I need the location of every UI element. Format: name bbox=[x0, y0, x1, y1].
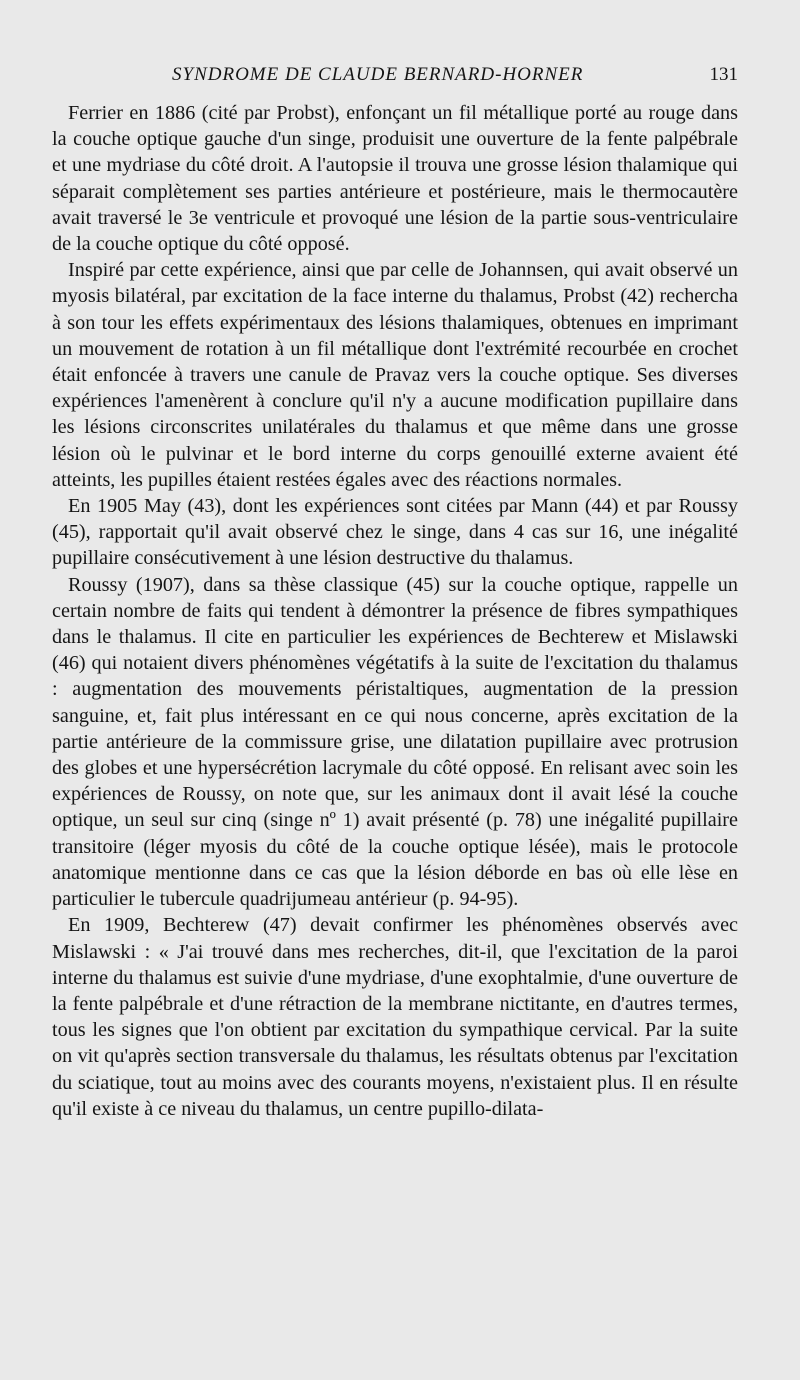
running-header bbox=[52, 64, 738, 100]
paragraph: En 1909, Bechterew (47) devait confirmer les phénomènes observés avec Mislawski : « J'ai trouvé dans mes recherches, dit-il, que l'excitation de la paroi interne du thalamus est suivie d'une mydriase, d'une exophtalmie, d'une ouverture de la fente palpébrale et d'une rétraction de la membrane nictitante, en d'autres termes, tous les signes que l'on obtient par excitation du sympathique cervical. Par la suite on vit qu'après section transversale du thalamus, les résultats obtenus par l'excitation du sciatique, tout au moins avec des courants moyens, n'existaient plus. Il en résulte qu'il existe à ce niveau du thalamus, un centre pupillo-dilata- bbox=[52, 914, 738, 1120]
paragraph: Inspiré par cette expérience, ainsi que par celle de Johannsen, qui avait observé un myosis bilatéral, par excitation de la face interne du thalamus, Probst (42) rechercha à son tour les effets expérimentaux des lésions thalamiques, obtenues en imprimant un mouvement de rotation à un fil métallique dont l'extrémité recourbée en crochet était enfoncée à travers une canule de Pravaz vers la couche optique. Ses diverses expériences l'amenèrent à conclure qu'il n'y a aucune modification pupillaire dans les lésions circonscrites unilatérales du thalamus et que même dans une grosse lésion où le pulvinar et le bord interne du corps genouillé externe avaient été atteints, les pupilles étaient restées égales avec des réactions normales. bbox=[52, 259, 738, 491]
paragraph: Ferrier en 1886 (cité par Probst), enfonçant un fil métallique porté au rouge dans la couche optique gauche d'un singe, produisit une ouverture de la fente palpébrale et une mydriase du côté droit. A l'autopsie il trouva une grosse lésion thalamique qui séparait complètement ses parties antérieure et postérieure, mais le thermocautère avait traversé le 3e ventricule et provoqué une lésion de la partie sous-ventriculaire de la couche optique du côté opposé. bbox=[52, 102, 738, 256]
paragraph: Roussy (1907), dans sa thèse classique (45) sur la couche optique, rappelle un certain nombre de faits qui tendent à démontrer la présence de fibres sympathiques dans le thalamus. Il cite en particulier les expériences de Bechterew et Mislawski (46) qui notaient divers phénomènes végétatifs à la suite de l'excitation du thalamus : augmentation des mouvements péristaltiques, augmentation de la pression sanguine, et, fait plus intéressant en ce qui nous concerne, après excitation de la partie antérieure de la commissure grise, une dilatation pupillaire avec protrusion des globes et une hypersécrétion lacrymale du côté opposé. En relisant avec soin les expériences de Roussy, on note que, sur les animaux dont il avait lésé la couche optique, un seul sur cinq (singe nº 1) avait présenté (p. 78) une inégalité pupillaire transitoire (léger myosis du côté de la couche optique lésée), mais le protocole anatomique mentionne dans ce cas que la lésion déborde en bas où elle lèse en particulier le tubercule quadrijumeau antérieur (p. 94-95). bbox=[52, 573, 738, 911]
page-number: 131 bbox=[709, 64, 738, 85]
paragraph: En 1905 May (43), dont les expériences sont citées par Mann (44) et par Roussy (45), rapportait qu'il avait observé chez le singe, dans 4 cas sur 16, une inégalité pupillaire consécutivement à une lésion destructive du thalamus. bbox=[52, 495, 738, 570]
body-text bbox=[52, 100, 738, 1122]
running-title: SYNDROME DE CLAUDE BERNARD-HORNER bbox=[172, 64, 584, 85]
